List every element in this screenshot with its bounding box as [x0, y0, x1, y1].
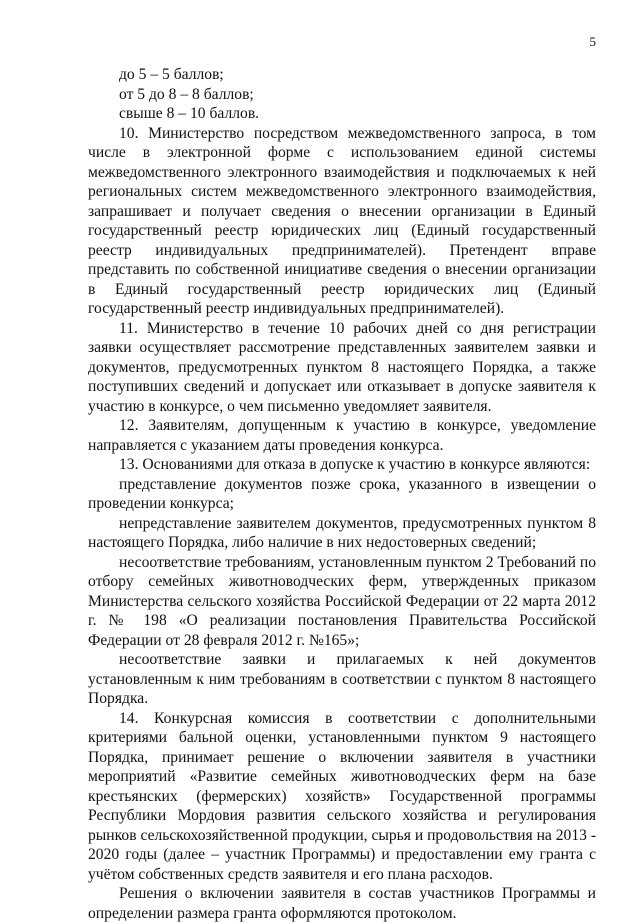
clause-13-item-1: представление документов позже срока, указанного в извещении о проведении конкурса;	[88, 475, 596, 512]
clause-14: 14. Конкурсная комиссия в соответствии с дополнительными критериями бальной оценки, установленными пунктом 9 настоящего Порядка, принимает решение о включении заявителя в участники мероприятий «Развитие семейных животноводческих ферм на базе крестьянских (фермерских) хозяйств» Государственной программы Республики Мордовия развития сельского хозяйства и регулирования рынков сельскохозяйственной продукции, сырья и продовольствия на 2013 - 2020 годы (далее – участник Программы) и предоставлении ему гранта с учётом собственных средств заявителя и его плана расходов.	[88, 709, 597, 883]
scoring-item-2: от 5 до 8 – 8 баллов;	[119, 85, 254, 103]
scoring-item-3: свыше 8 – 10 баллов.	[119, 105, 260, 122]
closing-paragraph: Решения о включении заявителя в состав участников Программы и определении размера гранта оформляются протоколом.	[88, 885, 596, 922]
clause-12: 12. Заявителям, допущенным к участию в конкурсе, уведомление направляется с указанием даты проведения конкурса.	[88, 417, 596, 454]
clause-13: 13. Основаниями для отказа в допуске к участию в конкурсе являются:	[119, 456, 591, 473]
clause-13-item-3: несоответствие требованиям, установленным пунктом 2 Требований по отбору семейных животноводческих ферм, утвержденных приказом Министерства сельского хозяйства Российской Федерации от 22 марта 2012 г. № 198 «О реализации постановления Правительства Российской Федерации от 28 февраля 2012 г. №165»;	[88, 553, 596, 649]
page-number: 5	[589, 34, 596, 49]
scoring-item-1: до 5 – 5 баллов;	[119, 66, 224, 83]
clause-13-item-4: несоответствие заявки и прилагаемых к ней документов установленным к ним требованиям в соответствии с пунктом 8 настоящего Порядка.	[88, 651, 596, 707]
clause-13-item-2: непредставление заявителем документов, предусмотренных пунктом 8 настоящего Порядка, либо наличие в них недостоверных сведений;	[88, 514, 596, 551]
document-body	[88, 65, 596, 923]
clause-10: 10. Министерство посредством межведомственного запроса, в том числе в электронной форме с использованием единой системы межведомственного электронного взаимодействия и подключаемых к ней региональных систем межведомственного электронного взаимодействия, запрашивает и получает сведения о внесении организации в Единый государственный реестр юридических лиц (Единый государственный реестр индивидуальных предпринимателей). Претендент вправе представить по собственной инициативе сведения о внесении организации в Единый государственный реестр юридических лиц (Единый государственный реестр индивидуальных предпринимателей).	[88, 124, 596, 317]
clause-11: 11. Министерство в течение 10 рабочих дней со дня регистрации заявки осуществляет рассмотрение представленных заявителем заявки и документов, предусмотренных пунктом 8 настоящего Порядка, а также поступивших сведений и допускает или отказывает в допуске заявителя к участию в конкурсе, о чем письменно уведомляет заявителя.	[88, 319, 596, 415]
